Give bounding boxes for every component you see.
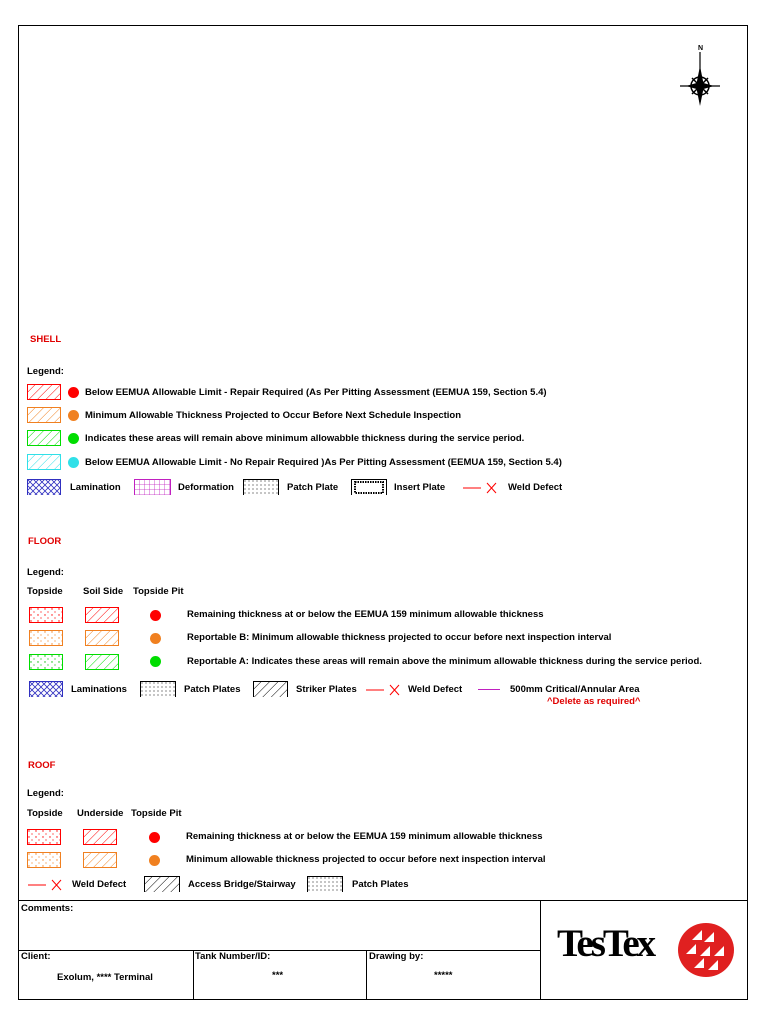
roof-item-2: Minimum allowable thickness projected to occur before next inspection interval [186, 854, 546, 865]
floor-striker-plates-swatch [253, 681, 288, 697]
floor-weld-defect-icon [366, 683, 402, 697]
compass-north-label: N [698, 45, 704, 52]
shell-patch-plate-swatch [243, 479, 279, 495]
roof-legend-label: Legend: [27, 788, 64, 799]
shell-deformation-label: Deformation [178, 482, 234, 493]
shell-repair-dot [68, 387, 79, 398]
floor-col-topside: Topside [27, 586, 63, 597]
tank-label: Tank Number/ID: [195, 951, 271, 962]
shell-legend-label: Legend: [27, 366, 64, 377]
roof-weld-defect-icon [28, 878, 64, 892]
shell-weld-defect-icon [463, 481, 499, 495]
client-value: Exolum, **** Terminal [57, 972, 153, 983]
floor-soil-orange-swatch [85, 630, 119, 646]
floor-title: FLOOR [28, 536, 62, 547]
title-block-top-border [18, 900, 748, 901]
drawing-by-label: Drawing by: [369, 951, 424, 962]
floor-soil-green-swatch [85, 654, 119, 670]
floor-col-topside-pit: Topside Pit [133, 586, 184, 597]
floor-item-2: Reportable B: Minimum allowable thickness projected to occur before next inspection interval [187, 632, 612, 643]
floor-pit-orange-dot [150, 633, 161, 644]
shell-above-swatch [27, 430, 61, 446]
roof-item-1: Remaining thickness at or below the EEMUA 159 minimum allowable thickness [186, 831, 543, 842]
floor-legend-label: Legend: [27, 567, 64, 578]
floor-topside-orange-swatch [29, 630, 63, 646]
shell-weld-defect-label: Weld Defect [508, 482, 563, 493]
client-label: Client: [21, 951, 51, 962]
testex-logo-text: TesTex [557, 922, 654, 965]
shell-lamination-label: Lamination [70, 482, 121, 493]
floor-topside-red-swatch [29, 607, 63, 623]
floor-critical-area-line [478, 689, 500, 690]
testex-logo-emblem-icon [672, 920, 736, 980]
floor-patch-plates-label: Patch Plates [184, 684, 241, 695]
floor-striker-plates-label: Striker Plates [296, 684, 357, 695]
floor-item-3: Reportable A: Indicates these areas will remain above the minimum allowable thickness during the service period. [187, 656, 702, 667]
shell-item-2: Minimum Allowable Thickness Projected to Occur Before Next Schedule Inspection [85, 410, 462, 421]
shell-patch-plate-label: Patch Plate [287, 482, 339, 493]
shell-title: SHELL [30, 334, 62, 345]
title-block-logo-divider [540, 900, 541, 1000]
shell-projected-dot [68, 410, 79, 421]
floor-soil-red-swatch [85, 607, 119, 623]
shell-deformation-swatch [134, 479, 171, 495]
floor-item-1: Remaining thickness at or below the EEMUA 159 minimum allowable thickness [187, 609, 544, 620]
floor-pit-red-dot [150, 610, 161, 621]
floor-laminations-swatch [29, 681, 63, 697]
roof-patch-plates-label: Patch Plates [352, 879, 409, 890]
shell-lamination-swatch [27, 479, 61, 495]
roof-col-topside: Topside [27, 808, 63, 819]
floor-col-soil-side: Soil Side [83, 586, 124, 597]
floor-critical-area-label: 500mm Critical/Annular Area [510, 684, 640, 695]
roof-col-underside: Underside [77, 808, 124, 819]
title-block-mid-border [18, 950, 540, 951]
shell-item-3: Indicates these areas will remain above minimum allowabble thickness during the service period. [85, 433, 525, 444]
title-block-col-divider-1 [193, 950, 194, 1000]
roof-access-bridge-label: Access Bridge/Stairway [188, 879, 296, 890]
shell-projected-swatch [27, 407, 61, 423]
shell-item-1: Below EEMUA Allowable Limit - Repair Required (As Per Pitting Assessment (EEMUA 159, Section 5.4) [85, 387, 547, 398]
roof-weld-defect-label: Weld Defect [72, 879, 127, 890]
tank-value: *** [272, 970, 284, 981]
floor-pit-green-dot [150, 656, 161, 667]
roof-title: ROOF [28, 760, 56, 771]
compass-icon [678, 42, 722, 106]
floor-patch-plates-swatch [140, 681, 176, 697]
shell-repair-swatch [27, 384, 61, 400]
floor-topside-green-swatch [29, 654, 63, 670]
shell-insert-plate-swatch [351, 479, 387, 495]
roof-col-topside-pit: Topside Pit [131, 808, 182, 819]
roof-patch-plates-swatch [307, 876, 343, 892]
drawing-by-value: ***** [434, 970, 453, 981]
roof-underside-orange-swatch [83, 852, 117, 868]
shell-insert-plate-label: Insert Plate [394, 482, 446, 493]
shell-no-repair-dot [68, 457, 79, 468]
shell-item-4: Below EEMUA Allowable Limit - No Repair Required )As Per Pitting Assessment (EEMUA 159, Section 5.4) [85, 457, 562, 468]
roof-topside-red-swatch [27, 829, 61, 845]
roof-topside-orange-swatch [27, 852, 61, 868]
floor-weld-defect-label: Weld Defect [408, 684, 463, 695]
comments-label: Comments: [21, 903, 74, 914]
roof-access-bridge-swatch [144, 876, 180, 892]
shell-above-dot [68, 433, 79, 444]
floor-delete-note: ^Delete as required^ [547, 696, 641, 707]
roof-underside-red-swatch [83, 829, 117, 845]
roof-pit-red-dot [149, 832, 160, 843]
shell-no-repair-swatch [27, 454, 61, 470]
title-block-col-divider-2 [366, 950, 367, 1000]
floor-laminations-label: Laminations [71, 684, 127, 695]
roof-pit-orange-dot [149, 855, 160, 866]
